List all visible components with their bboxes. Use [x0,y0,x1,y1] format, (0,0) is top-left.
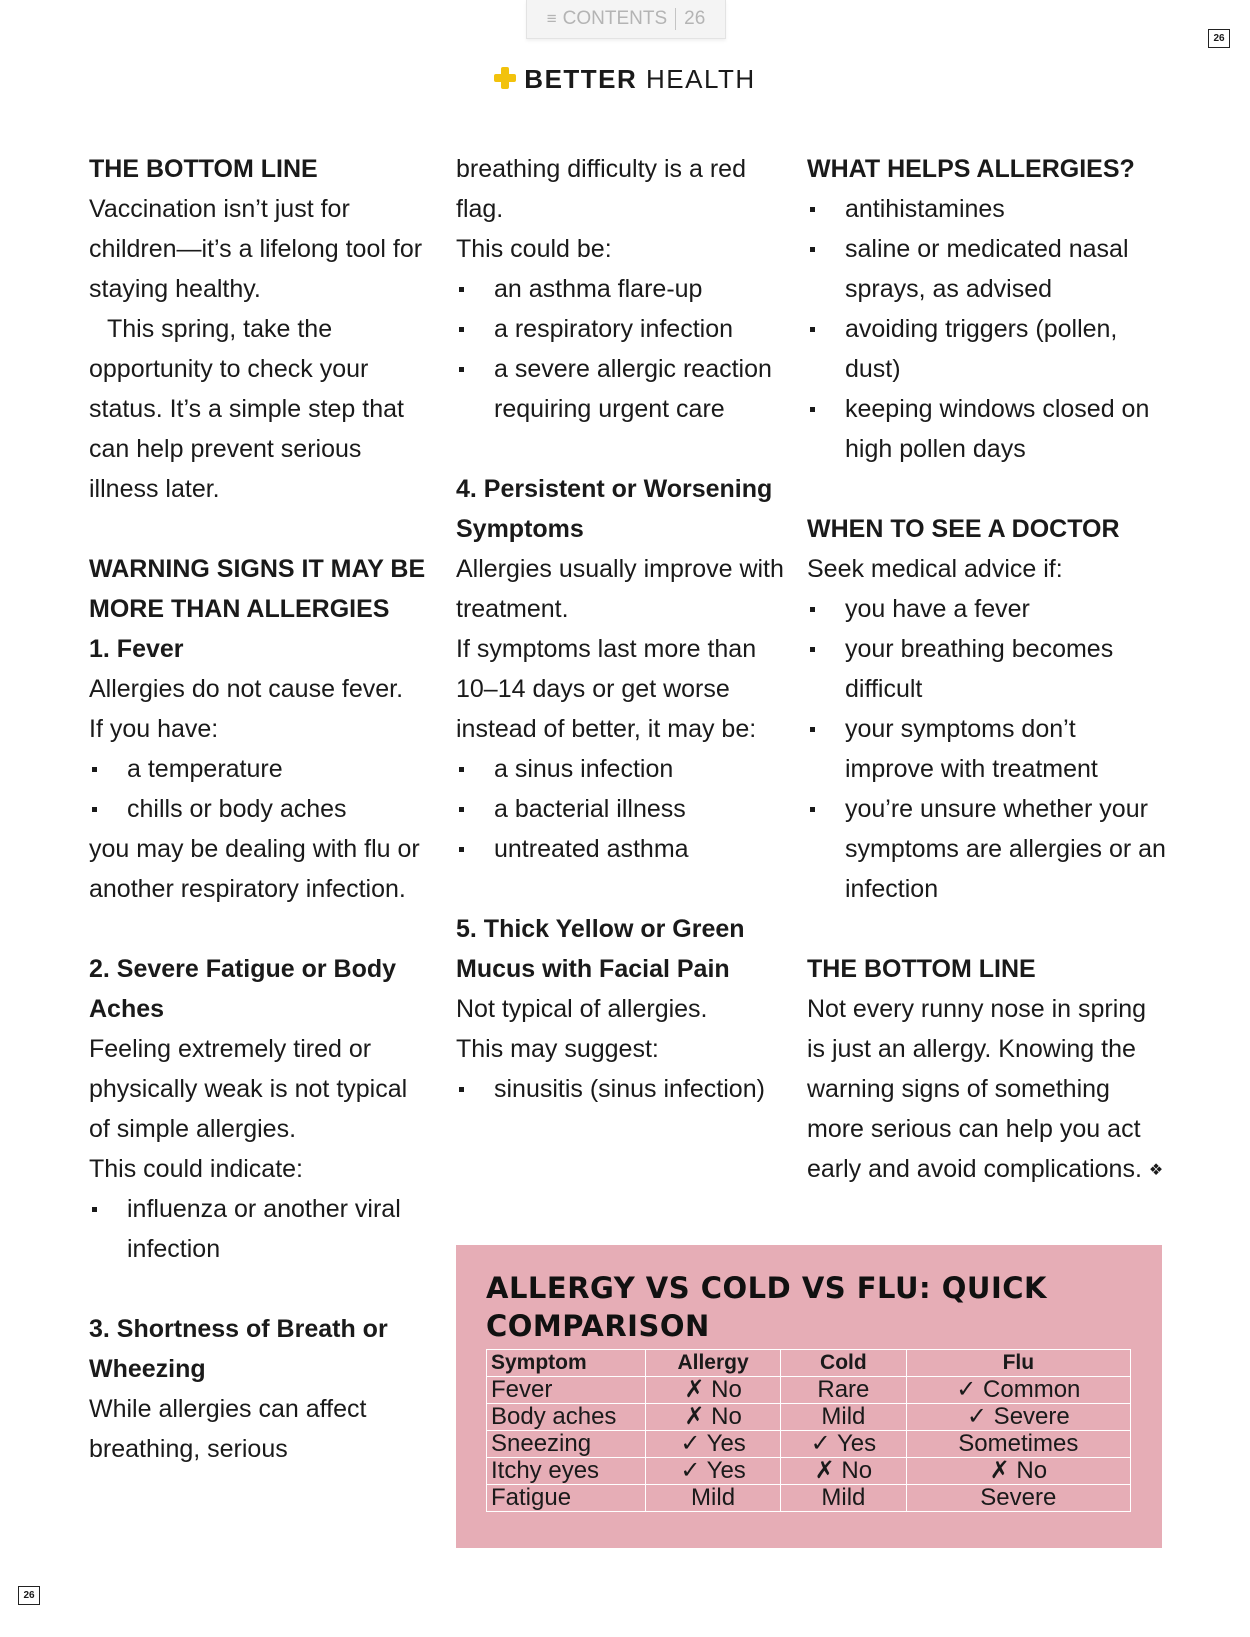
table-cell: ✓ Yes [646,1458,781,1485]
end-mark-icon: ❖ [1148,1162,1164,1179]
column-3 [807,149,1167,1191]
table-cell: ✗ No [646,1404,781,1431]
bottom-line-paragraph-1: Vaccination isn’t just for children—it’s a lifelong tool for staying healthy. [89,195,423,303]
bottom-line-heading: THE BOTTOM LINE [89,155,318,183]
breath-list [456,269,786,429]
comparison-table [486,1349,1131,1512]
table-cell: Mild [781,1485,907,1512]
table-row [487,1485,1131,1512]
mucus-paragraph-2: This may suggest: [456,1035,659,1063]
list-item: keeping windows closed on high pollen days [807,389,1167,469]
fever-paragraph-2: If you have: [89,715,219,743]
bottom-line-heading-2: THE BOTTOM LINE [807,955,1036,983]
contents-button[interactable] [526,0,726,39]
column-2 [456,149,786,1109]
menu-icon: ≡ [546,9,557,28]
header-allergy: Allergy [646,1350,781,1377]
table-cell: Sometimes [906,1431,1130,1458]
list-item: untreated asthma [456,829,786,869]
table-row [487,1458,1131,1485]
brand-light: HEALTH [646,64,756,94]
list-item: your breathing becomes difficult [807,629,1167,709]
table-cell: ✗ No [906,1458,1130,1485]
table-header-row [487,1350,1131,1377]
list-item: sinusitis (sinus infection) [456,1069,786,1109]
divider [675,8,676,30]
table-row [487,1377,1131,1404]
table-cell: Body aches [487,1404,646,1431]
list-item: a severe allergic reaction requiring urgent care [456,349,786,429]
breath-paragraph-2: This could be: [456,235,612,263]
persistent-list [456,749,786,869]
table-cell: Itchy eyes [487,1458,646,1485]
header-cold: Cold [781,1350,907,1377]
fatigue-list [89,1189,434,1269]
list-item: avoiding triggers (pollen, dust) [807,309,1167,389]
list-item: chills or body aches [89,789,434,829]
table-cell: Sneezing [487,1431,646,1458]
helps-list [807,189,1167,469]
fever-list [89,749,434,829]
list-item: a bacterial illness [456,789,786,829]
bottom-line-paragraph-2: This spring, take the opportunity to check your status. It’s a simple step that can help prevent serious illness later. [89,315,404,503]
fever-paragraph-1: Allergies do not cause fever. [89,675,404,703]
doctor-heading: WHEN TO SEE A DOCTOR [807,515,1120,543]
contents-page-number: 26 [684,8,706,29]
doctor-list [807,589,1167,909]
table-row [487,1431,1131,1458]
list-item: you have a fever [807,589,1167,629]
header-flu: Flu [906,1350,1130,1377]
breath-heading: 3. Shortness of Breath or Wheezing [89,1315,388,1383]
bottom-line-paragraph-3 [807,989,1167,1191]
breath-paragraph-1-continued: breathing difficulty is a red flag. [456,155,746,223]
table-cell: Severe [906,1485,1130,1512]
fatigue-heading: 2. Severe Fatigue or Body Aches [89,955,397,1023]
persistent-paragraph-1: Allergies usually improve with treatment. [456,555,784,623]
list-item: your symptoms don’t improve with treatment [807,709,1167,789]
fatigue-paragraph-1: Feeling extremely tired or physically weak is not typical of simple allergies. [89,1035,408,1143]
page-number-bottom: 26 [18,1586,40,1605]
mucus-heading: 5. Thick Yellow or Green Mucus with Facial Pain [456,915,745,983]
brand-bold: BETTER [524,64,638,94]
list-item: a temperature [89,749,434,789]
column-1 [89,149,434,1469]
mucus-paragraph-1: Not typical of allergies. [456,995,708,1023]
comparison-box [456,1245,1162,1548]
table-cell: ✗ No [646,1377,781,1404]
fever-heading: 1. Fever [89,635,184,663]
plus-icon [494,67,516,89]
table-cell: ✓ Severe [906,1404,1130,1431]
table-cell: ✓ Common [906,1377,1130,1404]
doctor-paragraph-1: Seek medical advice if: [807,555,1063,583]
bottom-line-text: Not every runny nose in spring is just an allergy. Knowing the warning signs of something more serious can help you act early and avoid complications. [807,995,1147,1183]
table-row [487,1404,1131,1431]
table-cell: ✗ No [781,1458,907,1485]
table-cell: Fever [487,1377,646,1404]
breath-paragraph-1: While allergies can affect breathing, serious [89,1395,367,1463]
persistent-heading: 4. Persistent or Worsening Symptoms [456,475,773,543]
header-symptom: Symptom [487,1350,646,1377]
fever-paragraph-3: you may be dealing with flu or another respiratory infection. [89,835,420,903]
page-number-top: 26 [1208,29,1230,48]
table-cell: Mild [646,1485,781,1512]
list-item: an asthma flare-up [456,269,786,309]
list-item: a sinus infection [456,749,786,789]
table-cell: Mild [781,1404,907,1431]
persistent-paragraph-2: If symptoms last more than 10–14 days or get worse instead of better, it may be: [456,635,757,743]
helps-heading: WHAT HELPS ALLERGIES? [807,155,1135,183]
list-item: saline or medicated nasal sprays, as advised [807,229,1167,309]
table-cell: ✓ Yes [646,1431,781,1458]
table-cell: Rare [781,1377,907,1404]
list-item: a respiratory infection [456,309,786,349]
list-item: you’re unsure whether your symptoms are allergies or an infection [807,789,1167,909]
mucus-list [456,1069,786,1109]
comparison-title: ALLERGY VS COLD VS FLU: QUICK COMPARISON [486,1271,1047,1343]
contents-label: CONTENTS [562,8,668,29]
list-item: influenza or another viral infection [89,1189,434,1269]
fatigue-paragraph-2: This could indicate: [89,1155,304,1183]
list-item: antihistamines [807,189,1167,229]
table-cell: Fatigue [487,1485,646,1512]
warning-signs-heading: WARNING SIGNS IT MAY BE MORE THAN ALLERGIES [89,555,426,623]
section-header [0,64,1250,95]
table-cell: ✓ Yes [781,1431,907,1458]
